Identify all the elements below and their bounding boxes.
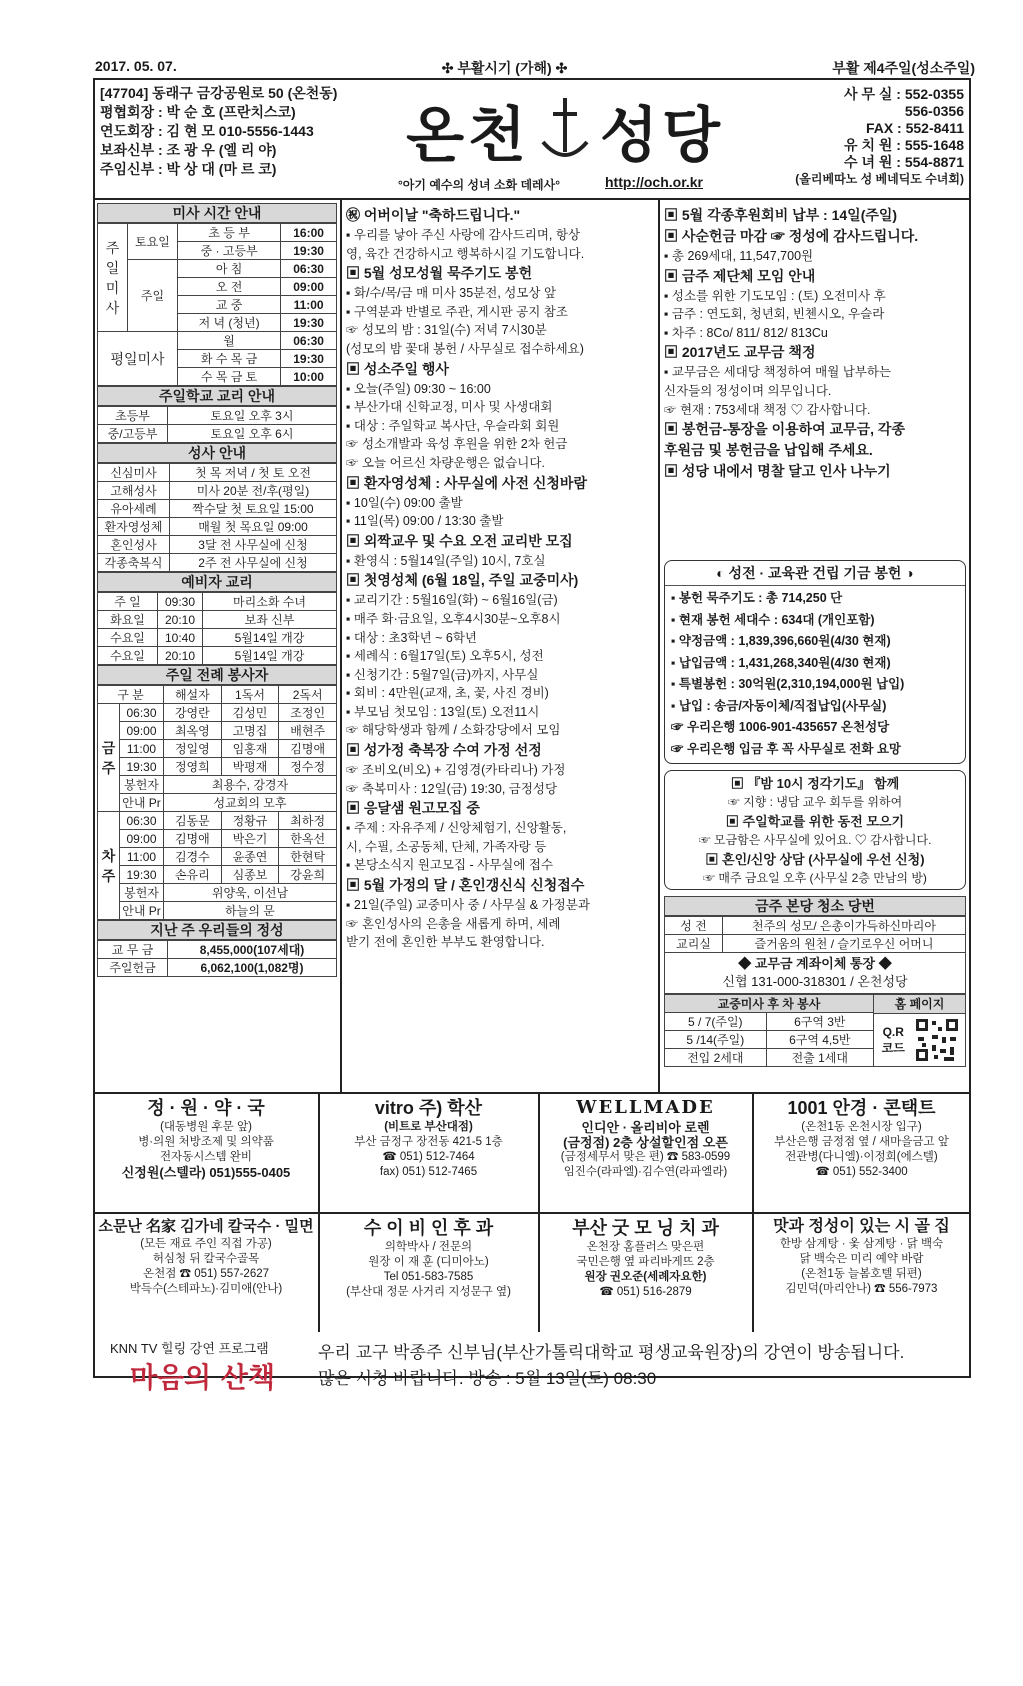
- cleaning-table: [664, 916, 966, 953]
- notice-line: ▪ 총 269세대, 11,547,700원: [664, 249, 814, 263]
- notice-line: ▪ 대상 : 주일학교 복사단, 우슬라회 회원: [346, 418, 560, 433]
- account-number: 신협 131-000-318301 / 온천성당: [722, 974, 908, 989]
- sunday-mass-label: 주일미사: [98, 224, 128, 332]
- this-week-label: 금주: [98, 704, 120, 812]
- ad-title: WELLMADE: [576, 1097, 715, 1118]
- section-heading: ▣ 환자영성체 : 사무실에 사전 신청바람: [346, 474, 587, 491]
- ad-line: 원장 권오준(세례자요한): [584, 1271, 707, 1283]
- notice-line: ▪ 차주 : 8Co/ 811/ 812/ 813Cu: [664, 325, 828, 340]
- table-cell: 강영란: [164, 704, 222, 722]
- mass-row: 저 녁 (청년): [178, 314, 281, 332]
- mass-row: 월: [178, 332, 281, 350]
- saturday-label: 토요일: [128, 224, 178, 260]
- notice-line: 신자들의 정성이며 의무입니다.: [664, 383, 832, 398]
- program-title: 마음의 산책: [130, 1361, 275, 1394]
- notice-line: ☞ 혼인성사의 은총을 새롭게 하며, 세례: [346, 916, 561, 931]
- ad-line: (금정점) 2층 상설할인점 오픈: [563, 1135, 728, 1150]
- offering-heading: 지난 주 우리들의 정성: [97, 920, 337, 940]
- section-heading: ▣ 5월 각종후원회비 납부 : 14일(주일): [664, 207, 898, 223]
- table-cell: 화요일: [98, 611, 158, 629]
- section-heading: ▣ 5월 가정의 달 / 혼인갱신식 신청접수: [346, 877, 585, 894]
- service-row: [664, 994, 966, 1067]
- mass-time: 10:00: [281, 368, 337, 386]
- notice-line: ▪ 대상 : 초3학년 ~ 6학년: [346, 630, 477, 645]
- ad-line: (모든 재료 주인 직접 가공): [140, 1238, 272, 1250]
- coffee-service-table: [664, 994, 874, 1067]
- table-header: 해설자: [164, 686, 222, 704]
- qr-row: [874, 1014, 965, 1066]
- sunday-school-table: [97, 406, 337, 443]
- table-cell: 윤종연: [221, 848, 279, 866]
- table-header: 2독서: [279, 686, 337, 704]
- broadcast-line: 많은 시청 바랍니다. 방송 : 5월 13일(토) 08:30: [318, 1369, 657, 1388]
- section-heading: ▣ 응달샘 원고모집 중: [346, 800, 480, 817]
- mass-time: 06:30: [281, 332, 337, 350]
- table-cell: 한현탁: [279, 848, 337, 866]
- table-cell: 봉헌자: [120, 776, 164, 794]
- ad-line: 온천장 홈플러스 맞은편: [586, 1241, 705, 1253]
- notice-line: ▪ 회비 : 4만원(교재, 초, 꽃, 사진 경비): [346, 686, 549, 701]
- fax-number: FAX : 552-8411: [865, 120, 964, 136]
- homepage-label: 홈 페이지: [874, 995, 965, 1014]
- ad-line: Tel 051-583-7585: [383, 1271, 474, 1283]
- table-cell: 06:30: [120, 812, 164, 830]
- table-cell: 고명집: [221, 722, 279, 740]
- notice-line: ▪ 환영식 : 5월14일(주일) 10시, 7호실: [346, 553, 546, 568]
- title-left: 온천: [406, 101, 530, 171]
- table-cell: 안내 Pr: [120, 902, 164, 920]
- mass-row: 초 등 부: [178, 224, 281, 242]
- left-column: [97, 203, 337, 977]
- table-cell: 10:40: [158, 629, 203, 647]
- notice-line: ☞ 현재 : 753세대 책정 ♡ 감사합니다.: [664, 402, 871, 417]
- table-cell: 박평재: [221, 758, 279, 776]
- cleaning-heading: 금주 본당 청소 당번: [664, 896, 966, 916]
- table-cell: 조정인: [279, 704, 337, 722]
- table-cell: 짝수달 첫 토요일 15:00: [170, 500, 337, 518]
- table-cell: 김동문: [164, 812, 222, 830]
- ad-line: fax) 051) 512-7465: [379, 1166, 478, 1178]
- convent-name: (올리베따노 성 베네딕도 수녀회): [795, 172, 964, 186]
- table-cell: 김성민: [221, 704, 279, 722]
- notice-line: ▪ 오늘(주일) 09:30 ~ 16:00: [346, 381, 491, 396]
- ad-line: 신정원(스텔라) 051)555-0405: [121, 1165, 291, 1180]
- mass-row: 화 수 목 금: [178, 350, 281, 368]
- parish-motto: °아기 예수의 성녀 소화 데레사°: [398, 178, 561, 192]
- table-cell: 배현주: [279, 722, 337, 740]
- mass-row: 수 목 금 토: [178, 368, 281, 386]
- ad-line: (온천1동 늘봄호텔 뒤편): [801, 1268, 922, 1280]
- notice-line: ☞ 오늘 어르신 차량운행은 없습니다.: [346, 455, 545, 470]
- notice-line: (성모의 밤 꽃대 봉헌 / 사무실로 접수하세요): [346, 341, 584, 356]
- notice-line: ▪ 성소를 위한 기도모임 : (토) 오전미사 후: [664, 288, 886, 303]
- mass-row: 아 침: [178, 260, 281, 278]
- table-cell: 수요일: [98, 629, 158, 647]
- mass-time: 19:30: [281, 350, 337, 368]
- ad-ent-clinic: [320, 1216, 537, 1300]
- section-heading: ▣ 성당 내에서 명찰 달고 인사 나누기: [664, 463, 891, 480]
- notice-line: ▪ 우리를 낳아 주신 사랑에 감사드리며, 항상: [346, 228, 581, 242]
- mass-time: 19:30: [281, 242, 337, 260]
- right-column: [664, 205, 966, 482]
- ad-line: 김민덕(마리안나) ☎ 556-7973: [785, 1283, 938, 1295]
- catechumen-table: [97, 592, 337, 665]
- ad-pharmacy: [95, 1096, 317, 1180]
- ad-line: 인디안 · 올리비아 로렌: [581, 1120, 710, 1135]
- table-cell: 초등부: [98, 407, 168, 425]
- table-cell: 매월 첫 목요일 09:00: [170, 518, 337, 536]
- ad-line: 전자동시스템 완비: [159, 1151, 253, 1163]
- cross-icon: [530, 96, 600, 166]
- notice-line: 영, 육간 건강하시고 행복하시길 기도합니다.: [346, 246, 585, 261]
- mass-row: 오 전: [178, 278, 281, 296]
- table-cell: 3달 전 사무실에 신청: [170, 536, 337, 554]
- qr-code-icon[interactable]: [914, 1017, 960, 1063]
- table-cell: 중/고등부: [98, 425, 168, 443]
- convent-phone: 수 녀 원 : 554-8871: [844, 154, 964, 170]
- table-cell: 보좌 신부: [203, 611, 337, 629]
- mass-times-heading: 미사 시간 안내: [97, 203, 337, 223]
- table-cell: 정수정: [279, 758, 337, 776]
- table-cell: 봉헌자: [120, 884, 164, 902]
- next-week-label: 차주: [98, 812, 120, 920]
- table-cell: 06:30: [120, 704, 164, 722]
- prayer-line: ▣ 주일학교를 위한 동전 모으기: [725, 814, 905, 829]
- ad-line: (대동병원 후문 앞): [160, 1121, 252, 1133]
- sunday-label: 주일: [128, 260, 178, 332]
- mass-time: 19:30: [281, 314, 337, 332]
- building-fund-lines: [665, 586, 965, 762]
- table-cell: 최옥영: [164, 722, 222, 740]
- table-cell: 정일영: [164, 740, 222, 758]
- ad-title: 수 이 비 인 후 과: [363, 1218, 494, 1238]
- section-heading: ▣ 5월 성모성월 묵주기도 봉헌: [346, 265, 533, 282]
- fund-line: ▪ 약정금액 : 1,839,396,660원(4/30 현재): [671, 634, 891, 648]
- table-cell: 09:00: [120, 722, 164, 740]
- ad-line: 부산은행 금정점 옆 / 새마을금고 앞: [774, 1136, 949, 1148]
- title-right: 성당: [600, 101, 724, 171]
- table-cell: 임홍재: [221, 740, 279, 758]
- table-cell: 토요일 오후 6시: [168, 425, 337, 443]
- notice-line: 시, 수필, 소공동체, 단체, 가족자랑 등: [346, 839, 547, 854]
- fund-line: ▪ 특별봉헌 : 30억원(2,310,194,000원 납입): [671, 677, 905, 691]
- section-heading: ▣ 성가정 축복장 수여 가정 선정: [346, 742, 542, 759]
- table-cell: 혼인성사: [98, 536, 170, 554]
- ad-title: 소문난 名家 김가네 칼국수 · 밀면: [98, 1218, 314, 1235]
- section-heading: ▣ 성소주일 행사: [346, 360, 449, 377]
- service-heading: 교중미사 후 차 봉사: [665, 995, 874, 1013]
- table-cell: 최하정: [279, 812, 337, 830]
- ad-line: 병·의원 처방조제 및 의약품: [138, 1136, 274, 1148]
- ad-line: (금정세무서 맞은 편) ☎ 583-0599: [560, 1151, 731, 1163]
- table-cell: 11:00: [120, 740, 164, 758]
- table-cell: 위양욱, 이선남: [164, 884, 337, 902]
- ad-line: 의학박사 / 전문의: [384, 1241, 473, 1253]
- notice-line: ▪ 부모님 첫모임 : 13일(토) 오전11시: [346, 704, 540, 719]
- ad-noodles: [95, 1216, 317, 1297]
- table-cell: 강윤희: [279, 866, 337, 884]
- table-cell: 11:00: [120, 848, 164, 866]
- table-cell: 5월14일 개강: [203, 647, 337, 665]
- notice-line: ☞ 조비오(비오) + 김영경(카타리나) 가정: [346, 763, 566, 778]
- ad-title: 1001 안경 · 콘택트: [787, 1098, 936, 1118]
- table-cell: 김명애: [279, 740, 337, 758]
- top-bar: [95, 58, 975, 78]
- catechumen-heading: 예비자 교리: [97, 572, 337, 592]
- table-cell: 김경수: [164, 848, 222, 866]
- mass-time: 09:00: [281, 278, 337, 296]
- fund-line: ▪ 납입 : 송금/자동이체/직접납입(사무실): [671, 698, 887, 713]
- table-cell: 즐거움의 원천 / 슬기로우신 어머니: [723, 935, 966, 953]
- prayer-line: ☞ 매주 금요일 오후 (사무실 2층 만남의 방): [703, 871, 927, 885]
- prayer-box: [664, 770, 966, 890]
- council-president: 평협회장 : 박 순 호 (프란치스코): [100, 104, 296, 120]
- table-cell: 5월14일 개강: [203, 629, 337, 647]
- table-cell: 6구역 3반: [766, 1013, 873, 1031]
- notice-line: ▪ 부산가대 신학교정, 미사 및 사생대회: [346, 400, 553, 415]
- ad-line: 임진수(라파엘)·김수연(라파엘라): [563, 1166, 728, 1178]
- notice-line: ▪ 21일(주일) 교중미사 중 / 사무실 & 가정분과: [346, 898, 590, 913]
- ad-line: (부산대 정문 사거리 지성문구 옆): [346, 1286, 511, 1298]
- offering-table: [97, 940, 337, 977]
- prayer-line: ▣ 혼인/신앙 상담 (사무실에 우선 신청): [705, 852, 925, 867]
- table-cell: 전입 2세대: [665, 1049, 767, 1067]
- table-cell: 토요일 오후 3시: [168, 407, 337, 425]
- table-cell: 6,062,100(1,082명): [168, 959, 337, 977]
- prayer-lines: [665, 771, 965, 888]
- table-cell: 19:30: [120, 758, 164, 776]
- table-cell: 신심미사: [98, 464, 170, 482]
- notice-line: ☞ 성소개발과 육성 후원을 위한 2차 헌금: [346, 437, 568, 452]
- table-cell: 성 전: [665, 917, 723, 935]
- ad-line: 국민은행 옆 파리바게뜨 2층: [576, 1256, 715, 1268]
- table-cell: 교 무 금: [98, 941, 168, 959]
- section-heading: ▣ 2017년도 교무금 책정: [664, 344, 816, 361]
- notice-line: ▪ 본당소식지 원고모집 - 사무실에 접수: [346, 858, 554, 873]
- table-cell: 성교회의 모후: [164, 794, 337, 812]
- weekday-mass-label: 평일미사: [98, 332, 178, 386]
- kindergarten-phone: 유 치 원 : 555-1648: [844, 137, 964, 153]
- ad-wellmade: [540, 1096, 751, 1180]
- table-cell: 손유리: [164, 866, 222, 884]
- table-cell: 09:30: [158, 593, 203, 611]
- fund-line: ☞ 우리은행 입금 후 꼭 사무실로 전화 요망: [671, 741, 902, 756]
- ad-dental: [540, 1216, 751, 1300]
- notice-line: ☞ 축복미사 : 12일(금) 19:30, 금정성당: [346, 781, 558, 796]
- prayer-president: 연도회장 : 김 현 모 010-5556-1443: [100, 123, 314, 139]
- table-cell: 고해성사: [98, 482, 170, 500]
- building-fund-box: [664, 560, 966, 764]
- ad-line: ☎ 051) 512-7464: [382, 1151, 475, 1163]
- table-cell: 심종보: [221, 866, 279, 884]
- table-cell: 09:00: [120, 830, 164, 848]
- fund-line: ▪ 봉헌 묵주기도 : 총 714,250 단: [671, 591, 843, 605]
- table-cell: 천주의 성모/ 은총이가득하신마리아: [723, 917, 966, 935]
- mass-times-table: [97, 223, 337, 386]
- table-header: 구 분: [98, 686, 164, 704]
- knn-program-label: KNN TV 힐링 강연 프로그램: [110, 1341, 269, 1356]
- section-heading: ▣ 외짝교우 및 수요 오전 교리반 모집: [346, 532, 573, 549]
- table-cell: 유아세례: [98, 500, 170, 518]
- office-phone-2: 556-0356: [904, 103, 964, 119]
- broadcast-line: 우리 교구 박종주 신부님(부산가톨릭대학교 평생교육원장)의 강연이 방송됩니다.: [318, 1343, 905, 1362]
- sacraments-table: [97, 463, 337, 572]
- notice-line: ▪ 10일(수) 09:00 출발: [346, 495, 463, 510]
- table-cell: 하늘의 문: [164, 902, 337, 920]
- building-fund-title: ◐ 성전 · 교육관 건립 기금 봉헌 ◑: [665, 561, 965, 586]
- sacraments-heading: 성사 안내: [97, 443, 337, 463]
- ad-title: 맛과 정성이 있는 시 골 집: [773, 1218, 950, 1235]
- prayer-line: ☞ 지향 : 냉담 교우 회두를 위하여: [727, 795, 903, 809]
- table-cell: 정영희: [164, 758, 222, 776]
- mass-row: 교 중: [178, 296, 281, 314]
- ad-title: 정 · 원 · 약 · 국: [147, 1098, 265, 1118]
- ad-line: 닭 백숙은 미리 예약 바람: [799, 1253, 924, 1265]
- ad-line: ☎ 051) 552-3400: [815, 1166, 908, 1178]
- parish-title: [395, 86, 735, 176]
- ad-vitro: [320, 1096, 537, 1180]
- notice-line: ▪ 11일(목) 09:00 / 13:30 출발: [346, 514, 504, 529]
- table-cell: 20:10: [158, 611, 203, 629]
- mass-time: 16:00: [281, 224, 337, 242]
- table-cell: 2주 전 사무실에 신청: [170, 554, 337, 572]
- table-cell: 전출 1세대: [766, 1049, 873, 1067]
- notice-line: ▪ 주제 : 자유주제 / 신앙체험기, 신앙활동,: [346, 821, 567, 836]
- section-heading: 후원금 및 봉헌금을 납입해 주세요.: [664, 442, 873, 459]
- middle-column: [346, 205, 652, 952]
- ad-line: 원장 이 재 훈 (디미아노): [368, 1256, 489, 1268]
- section-heading: ▣ 봉헌금-통장을 이용하여 교무금, 각종: [664, 421, 905, 438]
- notice-line: ▪ 교리기간 : 5월16일(화) ~ 6월16일(금): [346, 593, 558, 608]
- servers-heading: 주일 전례 봉사자: [97, 665, 337, 685]
- prayer-line: ▣ 『밤 10시 정각기도』 함께: [730, 776, 900, 791]
- section-heading: ▣ 금주 제단체 모임 안내: [664, 267, 816, 284]
- homepage-qr-box[interactable]: [874, 994, 966, 1067]
- table-cell: 한옥선: [279, 830, 337, 848]
- mass-time: 11:00: [281, 296, 337, 314]
- contact-block: [752, 86, 964, 188]
- table-cell: 주일헌금: [98, 959, 168, 977]
- qr-label: Q.R 코드: [881, 1025, 905, 1055]
- section-heading: ㊗ 어버이날 "축하드립니다.": [346, 207, 521, 223]
- ad-restaurant: [754, 1216, 969, 1297]
- ad-line: 한방 삼계탕 · 옻 삼계탕 · 닭 백숙: [779, 1238, 944, 1250]
- account-title: ◆ 교무금 계좌이체 통장 ◆: [738, 956, 892, 971]
- table-cell: 20:10: [158, 647, 203, 665]
- table-cell: 첫 목 저녁 / 첫 토 오전: [170, 464, 337, 482]
- table-cell: 각종축복식: [98, 554, 170, 572]
- table-cell: 박은기: [221, 830, 279, 848]
- table-cell: 미사 20분 전/후(평일): [170, 482, 337, 500]
- broadcast-notice: [318, 1340, 904, 1392]
- notice-line: ▪ 매주 화·금요일, 오후4시30분~오후8시: [346, 611, 561, 626]
- table-cell: 환자영성체: [98, 518, 170, 536]
- fund-line: ▪ 납입금액 : 1,431,268,340원(4/30 현재): [671, 655, 891, 670]
- table-cell: 19:30: [120, 866, 164, 884]
- office-phone: 사 무 실 : 552-0355: [844, 86, 964, 102]
- notice-line: ▪ 구역분과 반별로 주관, 게시판 공지 참조: [346, 304, 568, 319]
- ad-title: vitro 주) 학산: [374, 1098, 483, 1118]
- notice-line: ☞ 성모의 밤 : 31일(수) 저녁 7시30분: [346, 323, 547, 338]
- servers-table: [97, 685, 337, 920]
- account-box: [664, 953, 966, 994]
- table-cell: 최용수, 강경자: [164, 776, 337, 794]
- ad-line: (온천1동 온천시장 입구): [801, 1121, 922, 1133]
- cleaning-section: [664, 896, 966, 1067]
- pastor: 주임신부 : 박 상 대 (마 르 코): [100, 161, 277, 177]
- fund-line: ▪ 현재 봉헌 세대수 : 634대 (개인포함): [671, 612, 875, 627]
- notice-line: ▪ 화/수/목/금 매 미사 35분전, 성모상 앞: [346, 286, 557, 301]
- section-heading: ▣ 첫영성체 (6월 18일, 주일 교중미사): [346, 572, 579, 589]
- prayer-line: ☞ 모금함은 사무실에 있어요. ♡ 감사합니다.: [698, 833, 932, 847]
- notice-line: ▪ 교무금은 세대당 책정하여 매월 납부하는: [664, 365, 892, 380]
- table-cell: 수요일: [98, 647, 158, 665]
- mass-row: 중 · 고등부: [178, 242, 281, 260]
- parish-address: [47704] 동래구 금강공원로 50 (온천동): [100, 85, 338, 101]
- ad-line: 박득수(스테파노)·김미애(안나): [129, 1283, 283, 1295]
- table-cell: 6구역 4,5반: [766, 1031, 873, 1049]
- ad-line: 온천점 ☎ 051) 557-2627: [142, 1268, 270, 1280]
- notice-line: 받기 전에 혼인한 부부도 환영합니다.: [346, 935, 545, 950]
- ad-title: 부산 굿 모 닝 치 과: [572, 1218, 719, 1238]
- table-cell: 정황규: [221, 812, 279, 830]
- sunday-school-heading: 주일학교 교리 안내: [97, 386, 337, 406]
- ad-line: (비트로 부산대점): [384, 1121, 473, 1133]
- table-cell: 5 / 7(주일): [665, 1013, 767, 1031]
- table-cell: 김명애: [164, 830, 222, 848]
- notice-line: ▪ 세례식 : 6월17일(토) 오후5시, 성전: [346, 649, 544, 664]
- table-cell: 교리실: [665, 935, 723, 953]
- ad-optical: [754, 1096, 969, 1180]
- notice-line: ☞ 해당학생과 함께 / 소화강당에서 모임: [346, 723, 561, 738]
- notice-line: ▪ 신청기간 : 5월7일(금)까지, 사무실: [346, 667, 539, 682]
- table-cell: 마리소화 수녀: [203, 593, 337, 611]
- parish-address-block: [100, 84, 337, 179]
- table-cell: 안내 Pr: [120, 794, 164, 812]
- assistant-priest: 보좌신부 : 조 광 우 (엘 리 야): [100, 142, 277, 158]
- issue-date: 2017. 05. 07.: [95, 58, 177, 74]
- table-cell: 8,455,000(107세대): [168, 941, 337, 959]
- table-header: 1독서: [221, 686, 279, 704]
- ad-line: ☎ 051) 516-2879: [599, 1286, 692, 1298]
- table-cell: 5 /14(주일): [665, 1031, 767, 1049]
- liturgical-season: ✣ 부활시기 (가해) ✣: [441, 60, 568, 76]
- ad-line: 전관병(다니엘)·이정희(에스텔): [785, 1151, 938, 1163]
- parish-website-link[interactable]: http://och.or.kr: [605, 174, 703, 190]
- ad-line: 부산 금정구 장전동 421-5 1층: [354, 1136, 503, 1148]
- ad-line: 허심청 뒤 칼국수골목: [152, 1253, 260, 1265]
- section-heading: ▣ 사순헌금 마감 ☞ 정성에 감사드립니다.: [664, 228, 919, 244]
- fund-line: ☞ 우리은행 1006-901-435657 온천성당: [671, 720, 890, 734]
- mass-time: 06:30: [281, 260, 337, 278]
- notice-line: ▪ 금주 : 연도회, 청년회, 빈첸시오, 우슬라: [664, 307, 885, 322]
- table-cell: 주 일: [98, 593, 158, 611]
- sunday-name: 부활 제4주일(성소주일): [832, 60, 975, 76]
